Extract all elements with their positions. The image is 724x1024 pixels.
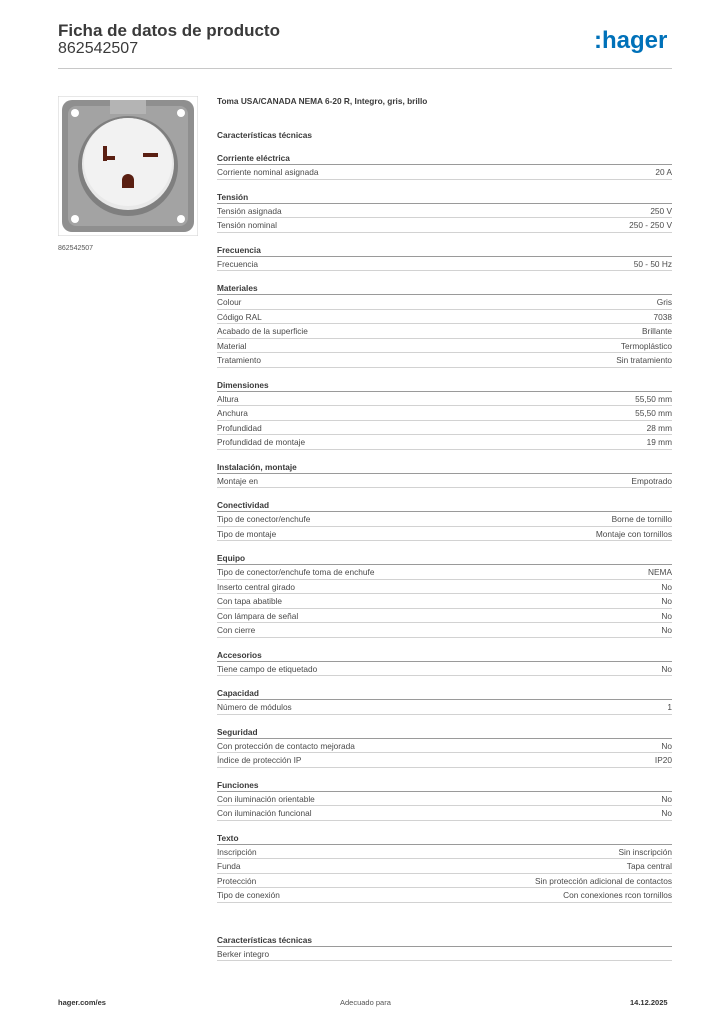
spec-value: No [661,610,672,621]
spec-key: Altura [217,393,239,404]
spec-row [217,792,672,807]
spec-section [217,726,672,779]
spec-row [217,474,672,489]
spec-key: Profundidad de montaje [217,437,306,447]
spec-value: No [661,625,672,635]
header-divider [58,68,672,69]
spec-row [217,527,672,542]
spec-section [217,152,672,191]
spec-value: 250 V [650,205,672,216]
section-title: Conectividad [217,499,672,512]
spec-row [217,947,672,962]
spec-content [217,96,672,961]
footer-note: Adecuado para [340,998,391,1007]
spec-value: Sin protección adicional de contactos [535,875,672,886]
spec-key: Inscripción [217,846,257,857]
spec-value: Empotrado [631,475,672,486]
spec-row [217,204,672,219]
spec-value: Sin tratamiento [616,355,672,365]
section-title: Instalación, montaje [217,461,672,474]
spec-key: Con lámpara de señal [217,610,299,621]
section-title: Frecuencia [217,244,672,257]
spec-row [217,421,672,436]
spec-key: Funda [217,861,241,871]
spec-section [217,687,672,726]
screw-hole-icon [71,215,79,223]
spec-row [217,295,672,310]
spec-row [217,435,672,450]
spec-row [217,594,672,609]
spec-key: Con cierre [217,625,256,635]
spec-sections [217,152,672,914]
spec-row [217,392,672,407]
spec-row [217,845,672,860]
spec-key: Código RAL [217,311,262,322]
spec-row [217,218,672,233]
spec-row [217,700,672,715]
spec-value: 19 mm [646,437,672,447]
hager-logo [594,26,674,56]
section-title: Tensión [217,191,672,204]
spec-row [217,609,672,624]
section-title: Texto [217,832,672,845]
spec-key: Tensión asignada [217,205,282,216]
spec-value: 50 - 50 Hz [633,258,672,269]
spec-value: Sin inscripción [618,846,672,857]
spec-section [217,552,672,649]
spec-key: Con tapa abatible [217,596,283,606]
spec-section [217,244,672,283]
spec-key: Inserto central girado [217,581,295,592]
spec-key: Tipo de conexión [217,890,280,900]
extra-section [217,934,672,962]
spec-value: No [661,596,672,606]
spec-value: Brillante [642,326,672,336]
screw-hole-icon [71,109,79,117]
spec-value: Con conexiones rcon tornillos [563,890,672,900]
spec-row [217,324,672,339]
section-title: Materiales [217,282,672,295]
spec-key: Profundidad [217,422,262,433]
spec-value: Tapa central [626,861,672,871]
spec-section [217,649,672,688]
section-title: Dimensiones [217,379,672,392]
spec-value: 250 - 250 V [629,220,672,230]
spec-key: Tipo de conector/enchufe toma de enchufe [217,567,375,577]
spec-value: Termoplástico [620,340,672,351]
section-title: Corriente eléctrica [217,152,672,165]
screw-hole-icon [177,215,185,223]
spec-row [217,806,672,821]
spec-key: Material [217,340,247,351]
spec-key: Colour [217,297,242,307]
spec-value: No [661,808,672,818]
spec-row [217,580,672,595]
ground-slot-icon [122,174,134,188]
footer-url[interactable]: hager.com/es [58,998,106,1007]
spec-value: NEMA [648,567,672,577]
spec-key: Acabado de la superficie [217,326,308,336]
spec-key: Índice de protección IP [217,755,302,765]
spec-row [217,888,672,903]
image-caption: 862542507 [58,245,94,252]
spec-row [217,512,672,527]
footer-date: 14.12.2025 [630,998,668,1007]
spec-value: 20 A [655,167,672,177]
slot-icon [143,153,158,157]
page-title: Ficha de datos de producto [58,21,280,40]
section-title: Accesorios [217,649,672,662]
spec-section [217,461,672,500]
spec-key: Con iluminación funcional [217,808,312,818]
product-description: Toma USA/CANADA NEMA 6-20 R, Integro, gris, brillo [217,96,428,106]
spec-key: Corriente nominal asignada [217,167,319,177]
spec-value: Montaje con tornillos [595,528,672,539]
spec-value: No [661,740,672,751]
spec-row [217,406,672,421]
spec-value: 55,50 mm [635,393,672,404]
spec-value: No [661,581,672,592]
spec-key: Tipo de montaje [217,528,277,539]
spec-value: No [661,663,672,674]
section-title: Características técnicas [217,934,672,947]
spec-value: 1 [667,702,672,712]
spec-row [217,257,672,272]
spec-section [217,379,672,461]
spec-section [217,499,672,552]
spec-value: Gris [656,297,672,307]
section-title: Capacidad [217,687,672,700]
spec-row [217,565,672,580]
spec-key: Montaje en [217,475,259,486]
spec-key: Protección [217,875,257,886]
section-title: Equipo [217,552,672,565]
spec-key: Tratamiento [217,355,261,365]
spec-value: 55,50 mm [635,408,672,418]
spec-row [217,310,672,325]
spec-section [217,282,672,379]
spec-subtitle: Características técnicas [217,130,313,140]
spec-row [217,353,672,368]
spec-row [217,662,672,677]
spec-key: Número de módulos [217,702,292,712]
spec-key: Con protección de contacto mejorada [217,740,355,751]
spec-row [217,874,672,889]
spec-value: 28 mm [646,422,672,433]
spec-section [217,832,672,914]
spec-key: Frecuencia [217,258,259,269]
spec-row [217,165,672,180]
spec-row [217,859,672,874]
spec-row [217,753,672,768]
section-title: Funciones [217,779,672,792]
spec-key: Tipo de conector/enchufe [217,514,311,524]
spec-value: 7038 [653,311,672,322]
spec-key: Tiene campo de etiquetado [217,663,318,674]
spec-key: Anchura [217,408,248,418]
spec-row [217,339,672,354]
screw-hole-icon [177,109,185,117]
spec-value: No [661,793,672,804]
section-title: Seguridad [217,726,672,739]
product-image [58,96,198,236]
spec-section [217,779,672,832]
logo-text: :hager [594,27,668,54]
spec-key: Tensión nominal [217,220,277,230]
spec-value: IP20 [654,755,672,765]
spec-row [217,739,672,754]
spec-section [217,191,672,244]
spec-key: Berker integro [217,948,270,959]
spec-key: Con iluminación orientable [217,793,315,804]
spec-row [217,623,672,638]
product-code: 862542507 [58,40,139,57]
spec-value: Borne de tornillo [611,514,672,524]
